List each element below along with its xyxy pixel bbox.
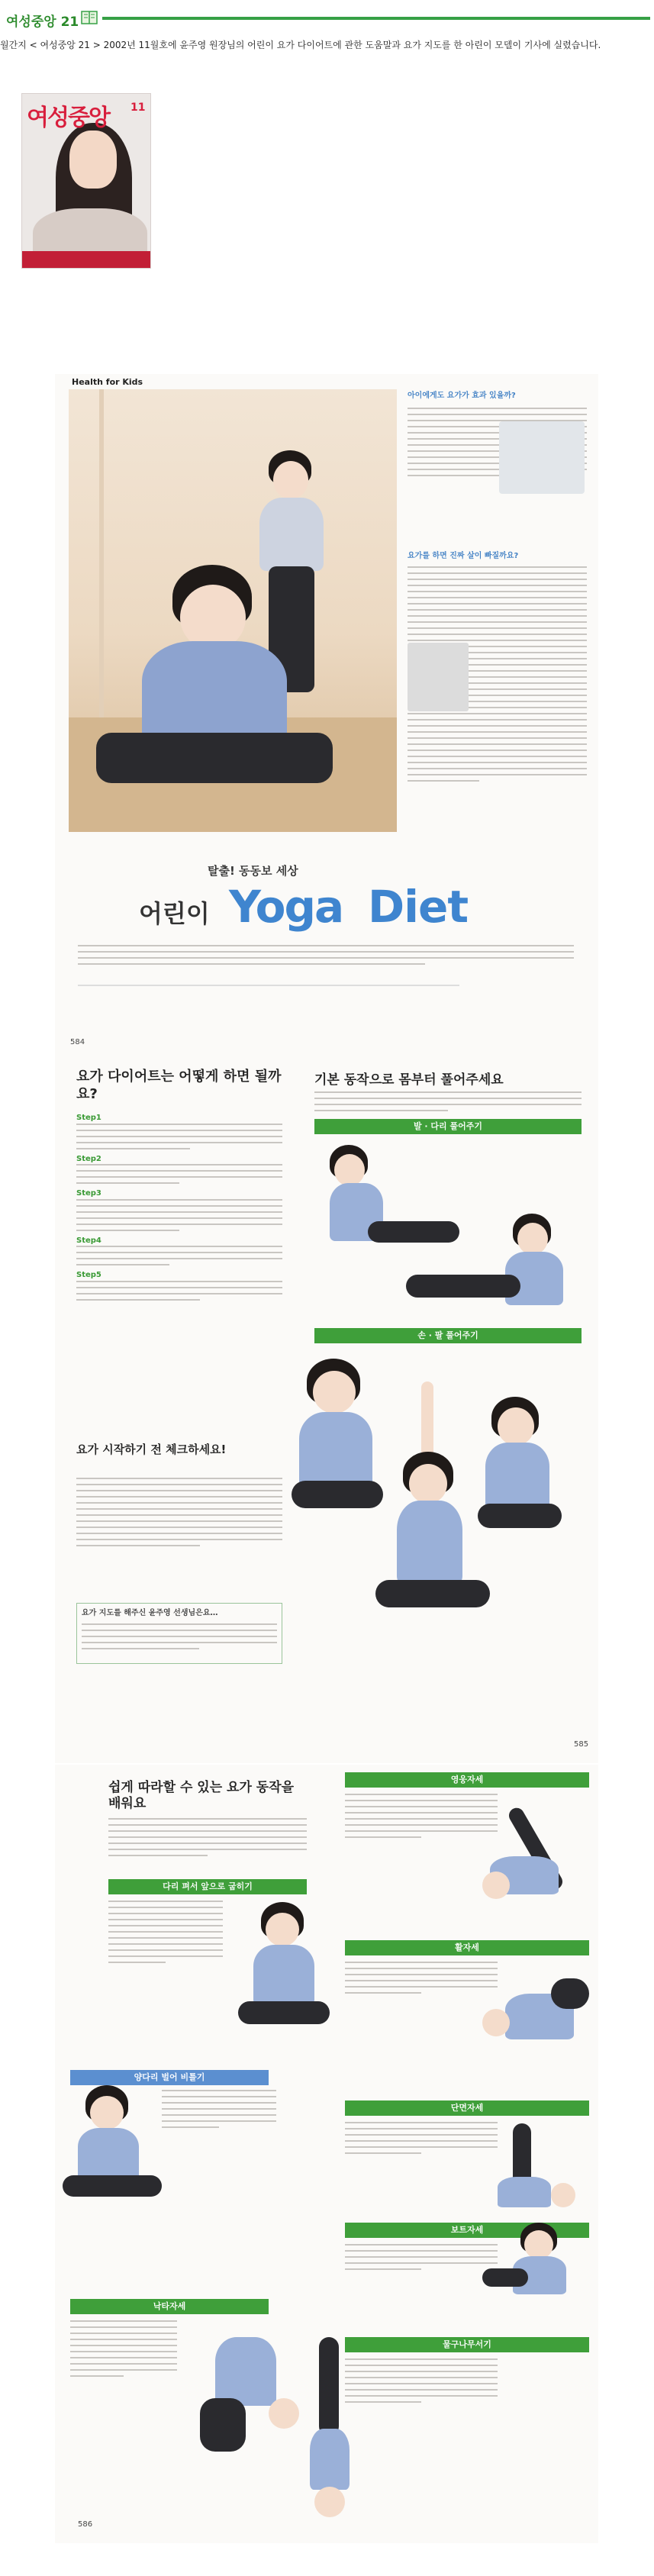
- page-number: 586: [78, 2520, 93, 2529]
- article-title: [139, 878, 536, 931]
- page-number: 584: [70, 1038, 85, 1046]
- title-prefix: 어린이: [139, 899, 210, 928]
- header-rule: [102, 17, 650, 20]
- section-bar-twist: 양다리 벌어 비틀기: [70, 2070, 269, 2085]
- meditation-photo: [69, 389, 397, 832]
- twist-pose-photo: [63, 2085, 162, 2200]
- section-bar-forward-bend: 다리 펴서 앞으로 굽히기: [108, 1879, 307, 1894]
- step-3-label: Step3: [76, 1189, 101, 1198]
- heading-easy-poses: 쉽게 따라할 수 있는 요가 동작을 배워요: [108, 1780, 295, 1812]
- article-kicker: 탈출! 동동보 세상: [208, 864, 298, 878]
- checklist-text: [76, 1478, 282, 1551]
- headstand-photo: [299, 2337, 360, 2520]
- step-5-label: Step5: [76, 1271, 101, 1279]
- spread-page-586: [55, 1765, 598, 2543]
- arm-warmup-photos: [284, 1351, 589, 1702]
- instructor-note-box: [76, 1603, 282, 1664]
- sidebar-column: [408, 391, 587, 560]
- section-bar-hero-pose: 영웅자세: [345, 1772, 589, 1788]
- leg-warmup-photos: [299, 1137, 589, 1313]
- cover-masthead: 여성중앙: [27, 105, 109, 131]
- steps-list: [76, 1113, 282, 1305]
- cover-issue: 11: [130, 102, 146, 114]
- spread-page-584: [55, 374, 598, 1057]
- section-bar-leg-warmup: 발 · 다리 풀어주기: [314, 1119, 582, 1134]
- doctor-portrait-photo: [408, 643, 469, 711]
- header-title: 여성중앙 21: [6, 15, 79, 30]
- forward-bend-photo: [230, 1902, 337, 2039]
- boat-pose-photo: [482, 2223, 597, 2307]
- magazine-cover-image: [21, 93, 151, 269]
- heading-checklist: 요가 시작하기 전 체크하세요!: [76, 1443, 227, 1456]
- section-bar-boat-pose: 보트자세: [345, 2223, 589, 2238]
- section-bar-camel-pose: 낙타자세: [70, 2299, 269, 2314]
- warmup-intro: [314, 1091, 582, 1116]
- step-2-label: Step2: [76, 1154, 101, 1163]
- easy-poses-intro: [108, 1818, 307, 1861]
- exercise-equipment-photo: [499, 421, 585, 494]
- section-bar-headstand: 물구나무서기: [345, 2337, 589, 2352]
- section-bar-arm-warmup: 손 · 팔 풀어주기: [314, 1328, 582, 1343]
- article-intro: [78, 945, 574, 969]
- sidebar-heading-2: 요가를 하면 진짜 살이 빠질까요?: [408, 552, 519, 560]
- title-diet: Diet: [368, 881, 469, 933]
- step-4-label: Step4: [76, 1236, 101, 1245]
- section-label: Health for Kids: [72, 377, 143, 387]
- book-icon: [81, 11, 98, 24]
- article-caption: 월간지 < 여성중앙 21 > 2002년 11월호에 윤주영 원장님의 어린이 요가 다이어트에 관한 도움말과 요가 지도를 한 아린이 모델이 기사에 실렸습니다.: [0, 40, 601, 50]
- camel-pose-photo: [185, 2314, 307, 2467]
- heading-diet-how: 요가 다이어트는 어떻게 하면 될까요?: [76, 1069, 282, 1102]
- section-bar-shoulder-stand: 단면자세: [345, 2100, 589, 2116]
- step-1-label: Step1: [76, 1114, 101, 1122]
- spread-page-585: [55, 1053, 598, 1763]
- hero-pose-photo: [482, 1795, 597, 1910]
- page-number: 585: [574, 1740, 589, 1749]
- shoulder-stand-photo: [482, 2123, 597, 2215]
- sidebar-heading-1: 아이에게도 요가가 효과 있을까?: [408, 392, 516, 400]
- section-bar-bow-pose: 활자세: [345, 1940, 589, 1955]
- instructor-note-title: 요가 지도를 해주신 윤주영 선생님은요…: [82, 1609, 218, 1617]
- bow-pose-photo: [482, 1963, 597, 2062]
- title-yoga: Yoga: [229, 881, 343, 933]
- heading-warmup: 기본 동작으로 몸부터 풀어주세요: [314, 1072, 504, 1088]
